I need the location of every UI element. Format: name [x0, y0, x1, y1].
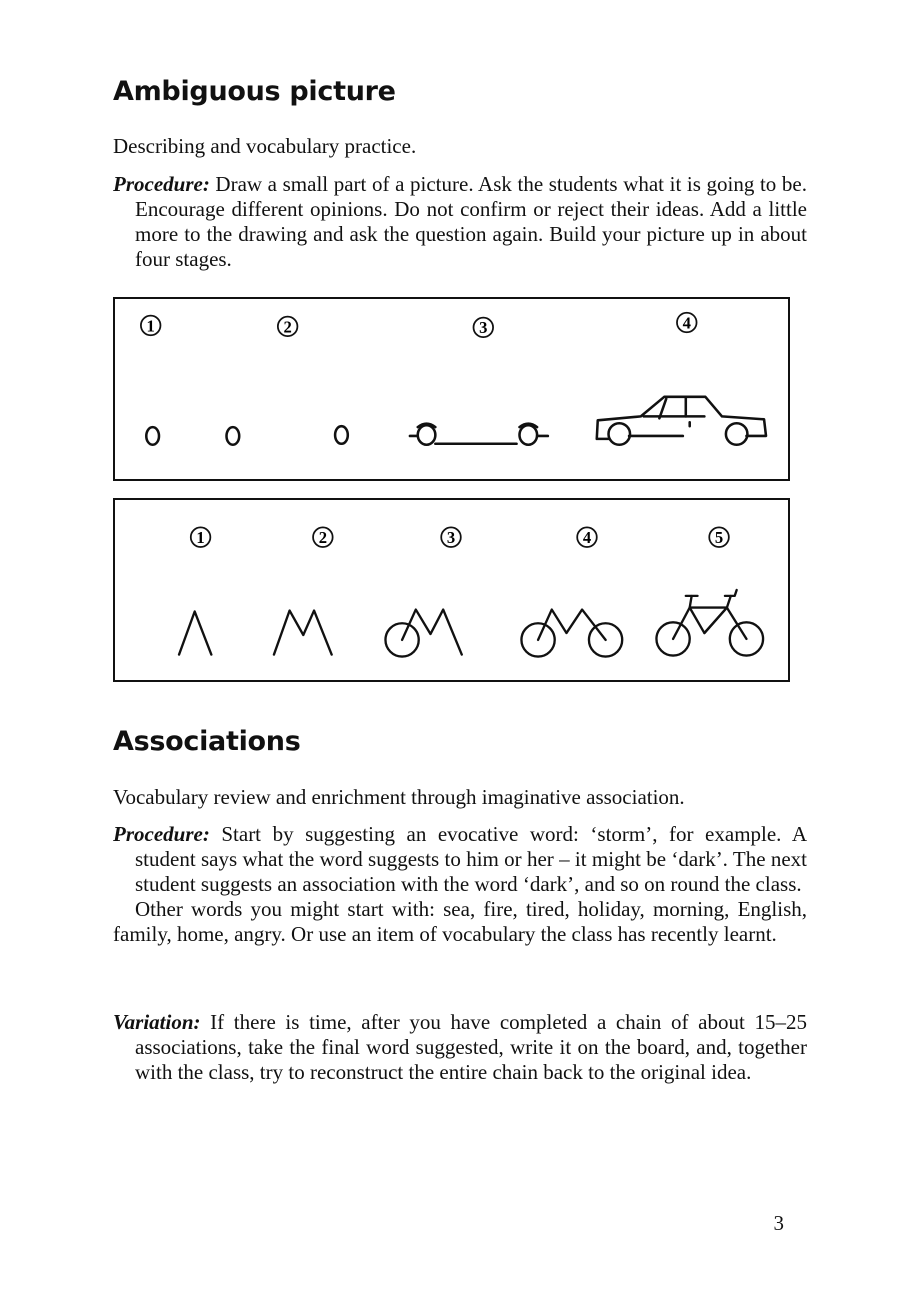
section-intro: Describing and vocabulary practice.	[113, 134, 417, 158]
figure-car-stages	[113, 297, 790, 481]
section-intro: Vocabulary review and enrichment through imaginative association.	[113, 785, 685, 809]
bicycle-stages-drawing	[115, 500, 788, 680]
bicycle-drawing-stage-5	[656, 590, 763, 656]
frame-and-wheel-stage-3	[385, 610, 461, 657]
section-title-associations: Associations	[113, 726, 301, 757]
figure-bicycle-stages	[113, 498, 790, 682]
procedure-label: Procedure:	[113, 172, 210, 196]
car-stages-drawing	[115, 299, 788, 479]
procedure-paragraph	[113, 172, 807, 272]
wheels-stage-1	[146, 427, 159, 445]
stage-number: 4	[582, 528, 592, 548]
frame-stage-1	[179, 612, 211, 655]
variation-text: If there is time, after you have completed a chain of about 15–25 associations, take the final word suggested, write it on the board, and, together with the class, try to reconstruct the entire chain back to the original idea.	[135, 1010, 807, 1084]
stage-number: 2	[318, 528, 328, 548]
page-number: 3	[773, 1211, 784, 1235]
procedure-block	[113, 822, 807, 947]
stage-number: 1	[196, 528, 205, 548]
wheels-stage-1	[227, 427, 240, 445]
procedure-label: Procedure:	[113, 822, 210, 846]
wheels-stage-2	[335, 426, 348, 444]
wheels-and-axle-stage-3	[410, 424, 548, 445]
procedure-text: Start by suggesting an evocative word: ‘storm’, for example. A student says what the word suggests to him or her – it might be ‘dark’. The next student suggests an association with the word ‘dark’, and so on round the class.	[135, 822, 807, 896]
frame-and-wheels-stage-4	[521, 610, 622, 657]
variation-paragraph	[113, 1010, 807, 1085]
stage-number: 4	[682, 313, 691, 333]
stage-number: 3	[446, 528, 456, 548]
frame-stage-2	[274, 611, 332, 655]
procedure-paragraph	[113, 822, 807, 897]
procedure-paragraph-continued: Other words you might start with: sea, fire, tired, holiday, morning, English, family, home, angry. Or use an item of vocabulary the class has recently learnt.	[113, 897, 807, 946]
stage-number: 2	[283, 317, 292, 337]
section-title-ambiguous-picture: Ambiguous picture	[113, 76, 396, 107]
stage-number: 3	[479, 318, 488, 338]
stage-number: 5	[714, 528, 724, 548]
car-drawing-stage-4	[597, 397, 766, 445]
variation-label: Variation:	[113, 1010, 201, 1034]
procedure-text: Draw a small part of a picture. Ask the students what it is going to be. Encourage different opinions. Do not confirm or reject their ideas. Add a little more to the drawing and ask the question again. Build your picture up in about four stages.	[135, 172, 807, 271]
stage-number: 1	[146, 316, 155, 336]
